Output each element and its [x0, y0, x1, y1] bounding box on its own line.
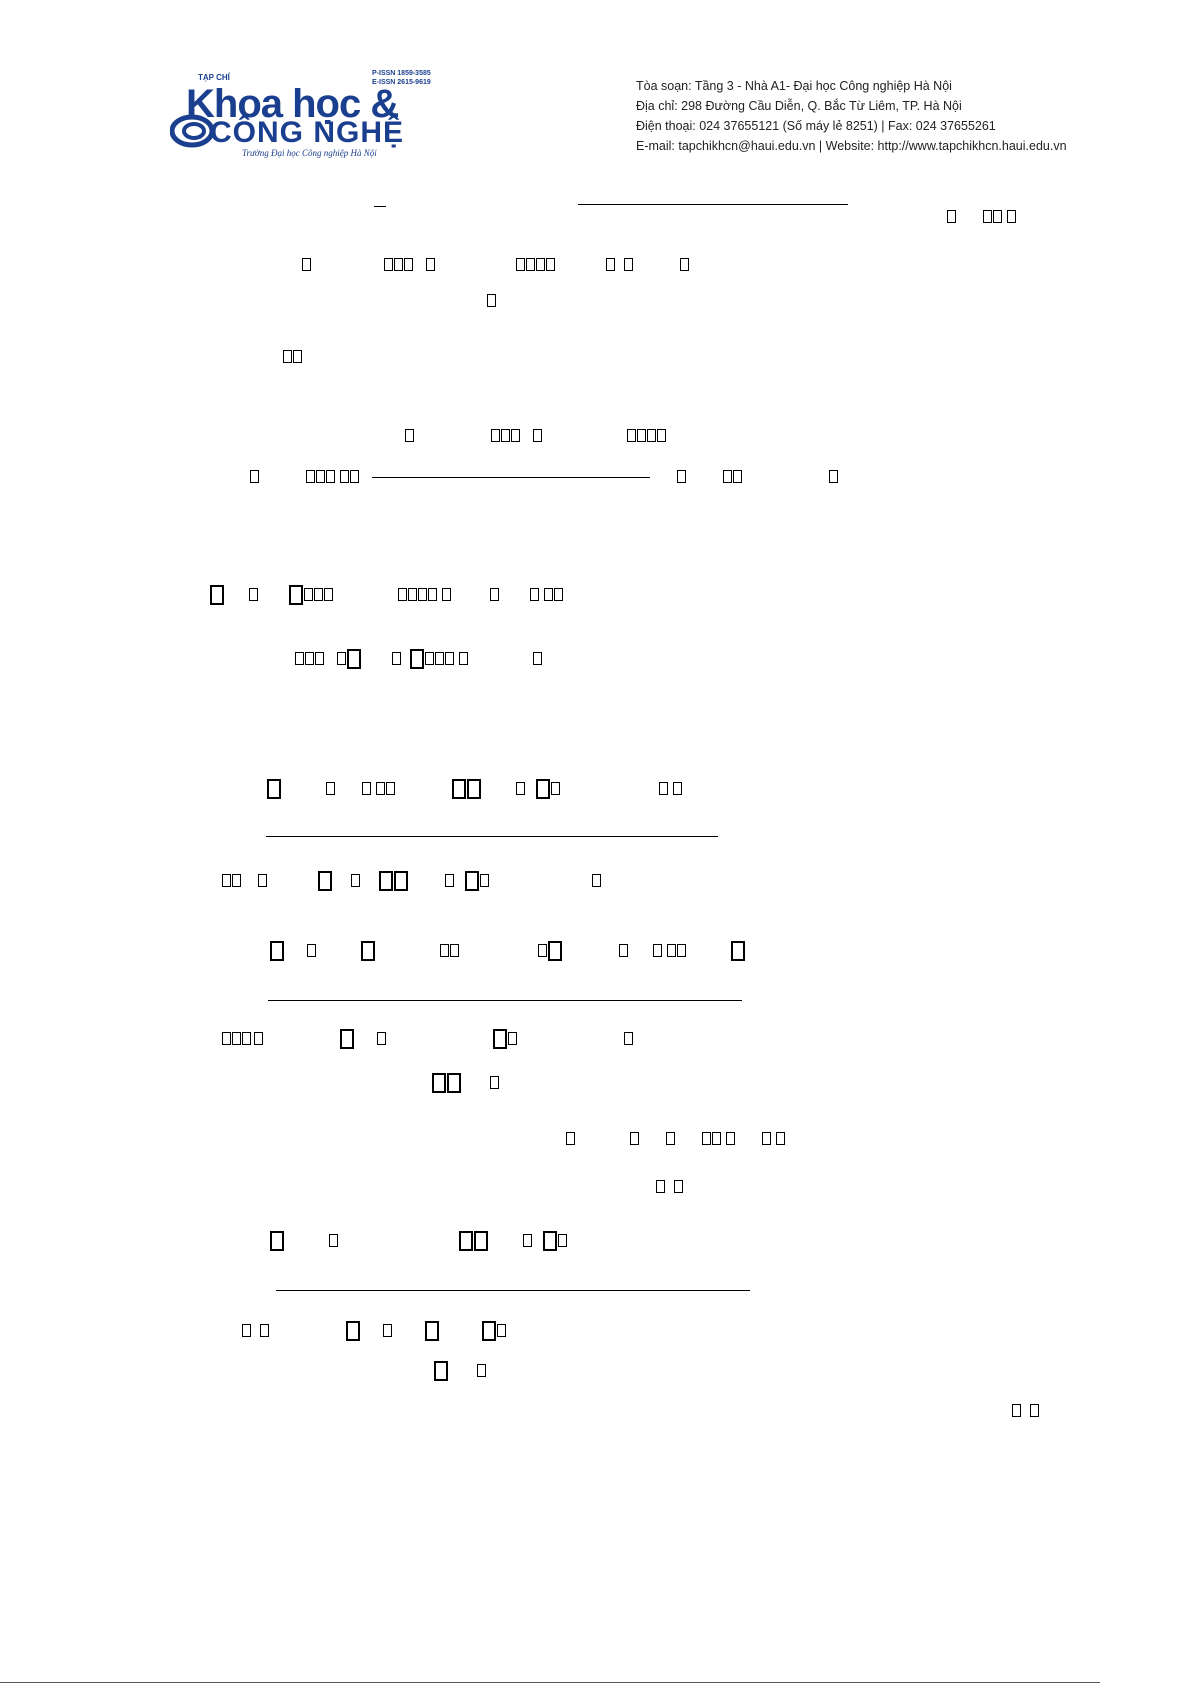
glyph-row [270, 940, 746, 961]
glyph-row [242, 1320, 507, 1341]
glyph-row [1012, 1400, 1040, 1419]
glyph-row [267, 778, 683, 799]
contact-email: E-mail: tapchikhcn@haui.edu.vn | Website: http://www.tapchikhcn.haui.edu.vn [636, 139, 1067, 153]
glyph-row [432, 1072, 500, 1093]
rule [372, 477, 650, 478]
logo-title-line2: CÔNG NGHỆ [210, 116, 405, 149]
rule [374, 206, 386, 207]
glyph-row [222, 1028, 634, 1049]
glyph-row [405, 425, 667, 444]
contact-office: Tòa soạn: Tầng 3 - Nhà A1- Đại học Công nghiệp Hà Nội [636, 79, 952, 93]
rule [578, 204, 848, 205]
contact-info [636, 76, 1096, 156]
glyph-row [250, 466, 360, 485]
contact-address: Địa chỉ: 298 Đường Cầu Diễn, Q. Bắc Từ Liêm, TP. Hà Nội [636, 99, 962, 113]
rule [276, 1290, 750, 1291]
logo-swirl-icon [170, 114, 214, 148]
glyph-row [656, 1176, 684, 1195]
glyph-row [210, 584, 564, 605]
issn-online: E-ISSN 2615-9619 [372, 79, 431, 86]
glyph-row [434, 1360, 487, 1381]
glyph-row [222, 870, 602, 891]
glyph-row [487, 290, 497, 309]
logo-title-line1: Khoa học & [186, 82, 399, 126]
glyph-row [270, 1230, 568, 1251]
rule [266, 836, 718, 837]
logo-slogan: Trường Đại học Công nghiệp Hà Nội [242, 148, 377, 158]
rule [268, 1000, 742, 1001]
journal-logo [170, 68, 470, 160]
glyph-row [677, 466, 839, 485]
logo-kicker: TẠP CHÍ [198, 73, 230, 82]
glyph-row [283, 346, 303, 365]
glyph-row [295, 648, 543, 669]
issn-print: P-ISSN 1859-3585 [372, 70, 431, 77]
glyph-row [947, 206, 1017, 225]
contact-phone: Điện thoại: 024 37655121 (Số máy lẻ 8251) | Fax: 024 37655261 [636, 119, 996, 133]
glyph-row [302, 254, 690, 273]
glyph-row [566, 1128, 786, 1147]
footer-rule [0, 1682, 1100, 1683]
